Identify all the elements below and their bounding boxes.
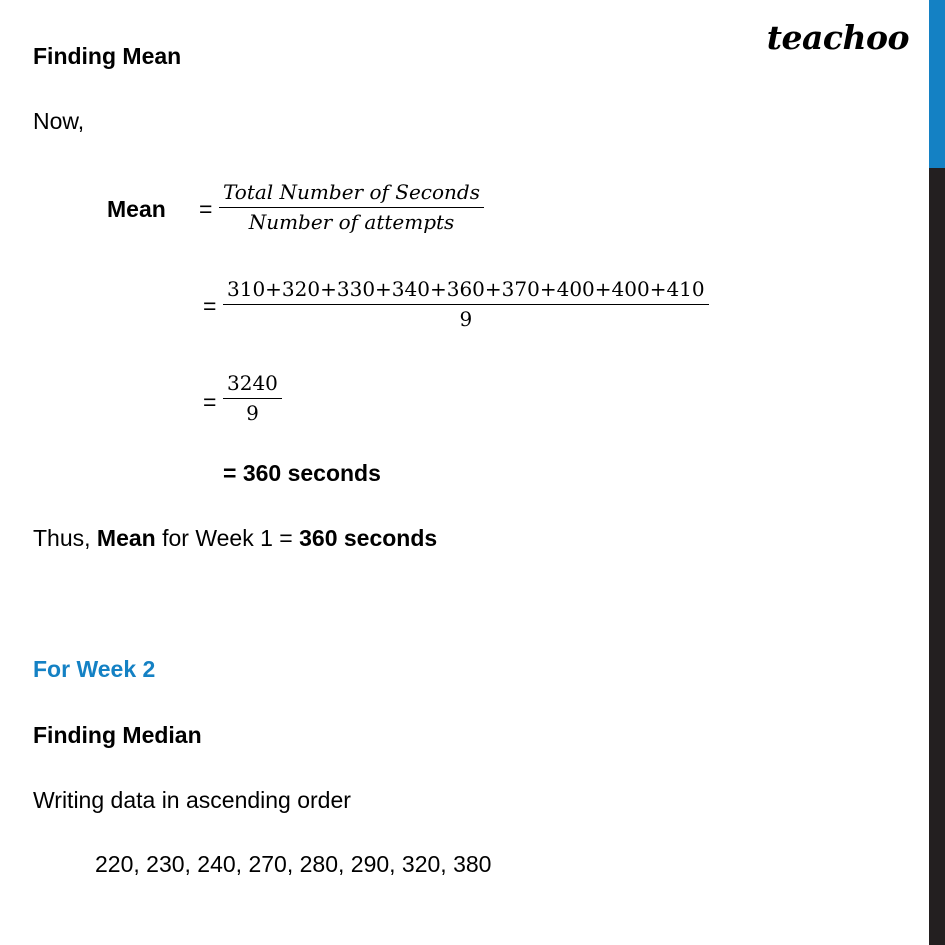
writing-order-text: Writing data in ascending order xyxy=(33,787,351,813)
equation-fraction-1 xyxy=(219,180,484,235)
conclusion-prefix: Thus, xyxy=(33,525,97,551)
equation-mean-label: Mean xyxy=(107,196,166,222)
equation-fraction-2-denominator: 9 xyxy=(459,307,473,331)
conclusion-bold-value: 360 seconds xyxy=(299,525,438,551)
equation-fraction-3-numerator: 3240 xyxy=(223,371,282,399)
equation-fraction-1-denominator: Number of attempts xyxy=(248,210,455,234)
now-label: Now, xyxy=(33,108,85,134)
equation-equals-1: = xyxy=(199,196,213,222)
equation-result: = 360 seconds xyxy=(223,460,381,486)
conclusion-middle: for Week 1 = xyxy=(155,525,300,551)
heading-finding-mean: Finding Mean xyxy=(33,43,182,69)
conclusion-line xyxy=(33,525,437,552)
equation-equals-3: = xyxy=(203,389,217,415)
right-edge-accent-bar-dark xyxy=(929,168,945,945)
right-edge-accent-bar-blue xyxy=(929,0,945,168)
ascending-data-list: 220, 230, 240, 270, 280, 290, 320, 380 xyxy=(95,851,492,877)
equation-equals-2: = xyxy=(203,293,217,319)
equation-fraction-3 xyxy=(223,371,282,426)
conclusion-bold-mean: Mean xyxy=(96,525,156,551)
equation-fraction-3-denominator: 9 xyxy=(246,401,259,425)
equation-fraction-1-numerator: Total Number of Seconds xyxy=(219,180,484,208)
teachoo-logo: teachoo xyxy=(766,18,909,57)
heading-finding-median: Finding Median xyxy=(33,722,202,748)
heading-for-week-2: For Week 2 xyxy=(33,656,156,682)
equation-fraction-2 xyxy=(223,277,709,332)
equation-fraction-2-numerator: 310+320+330+340+360+370+400+400+410 xyxy=(223,277,709,305)
